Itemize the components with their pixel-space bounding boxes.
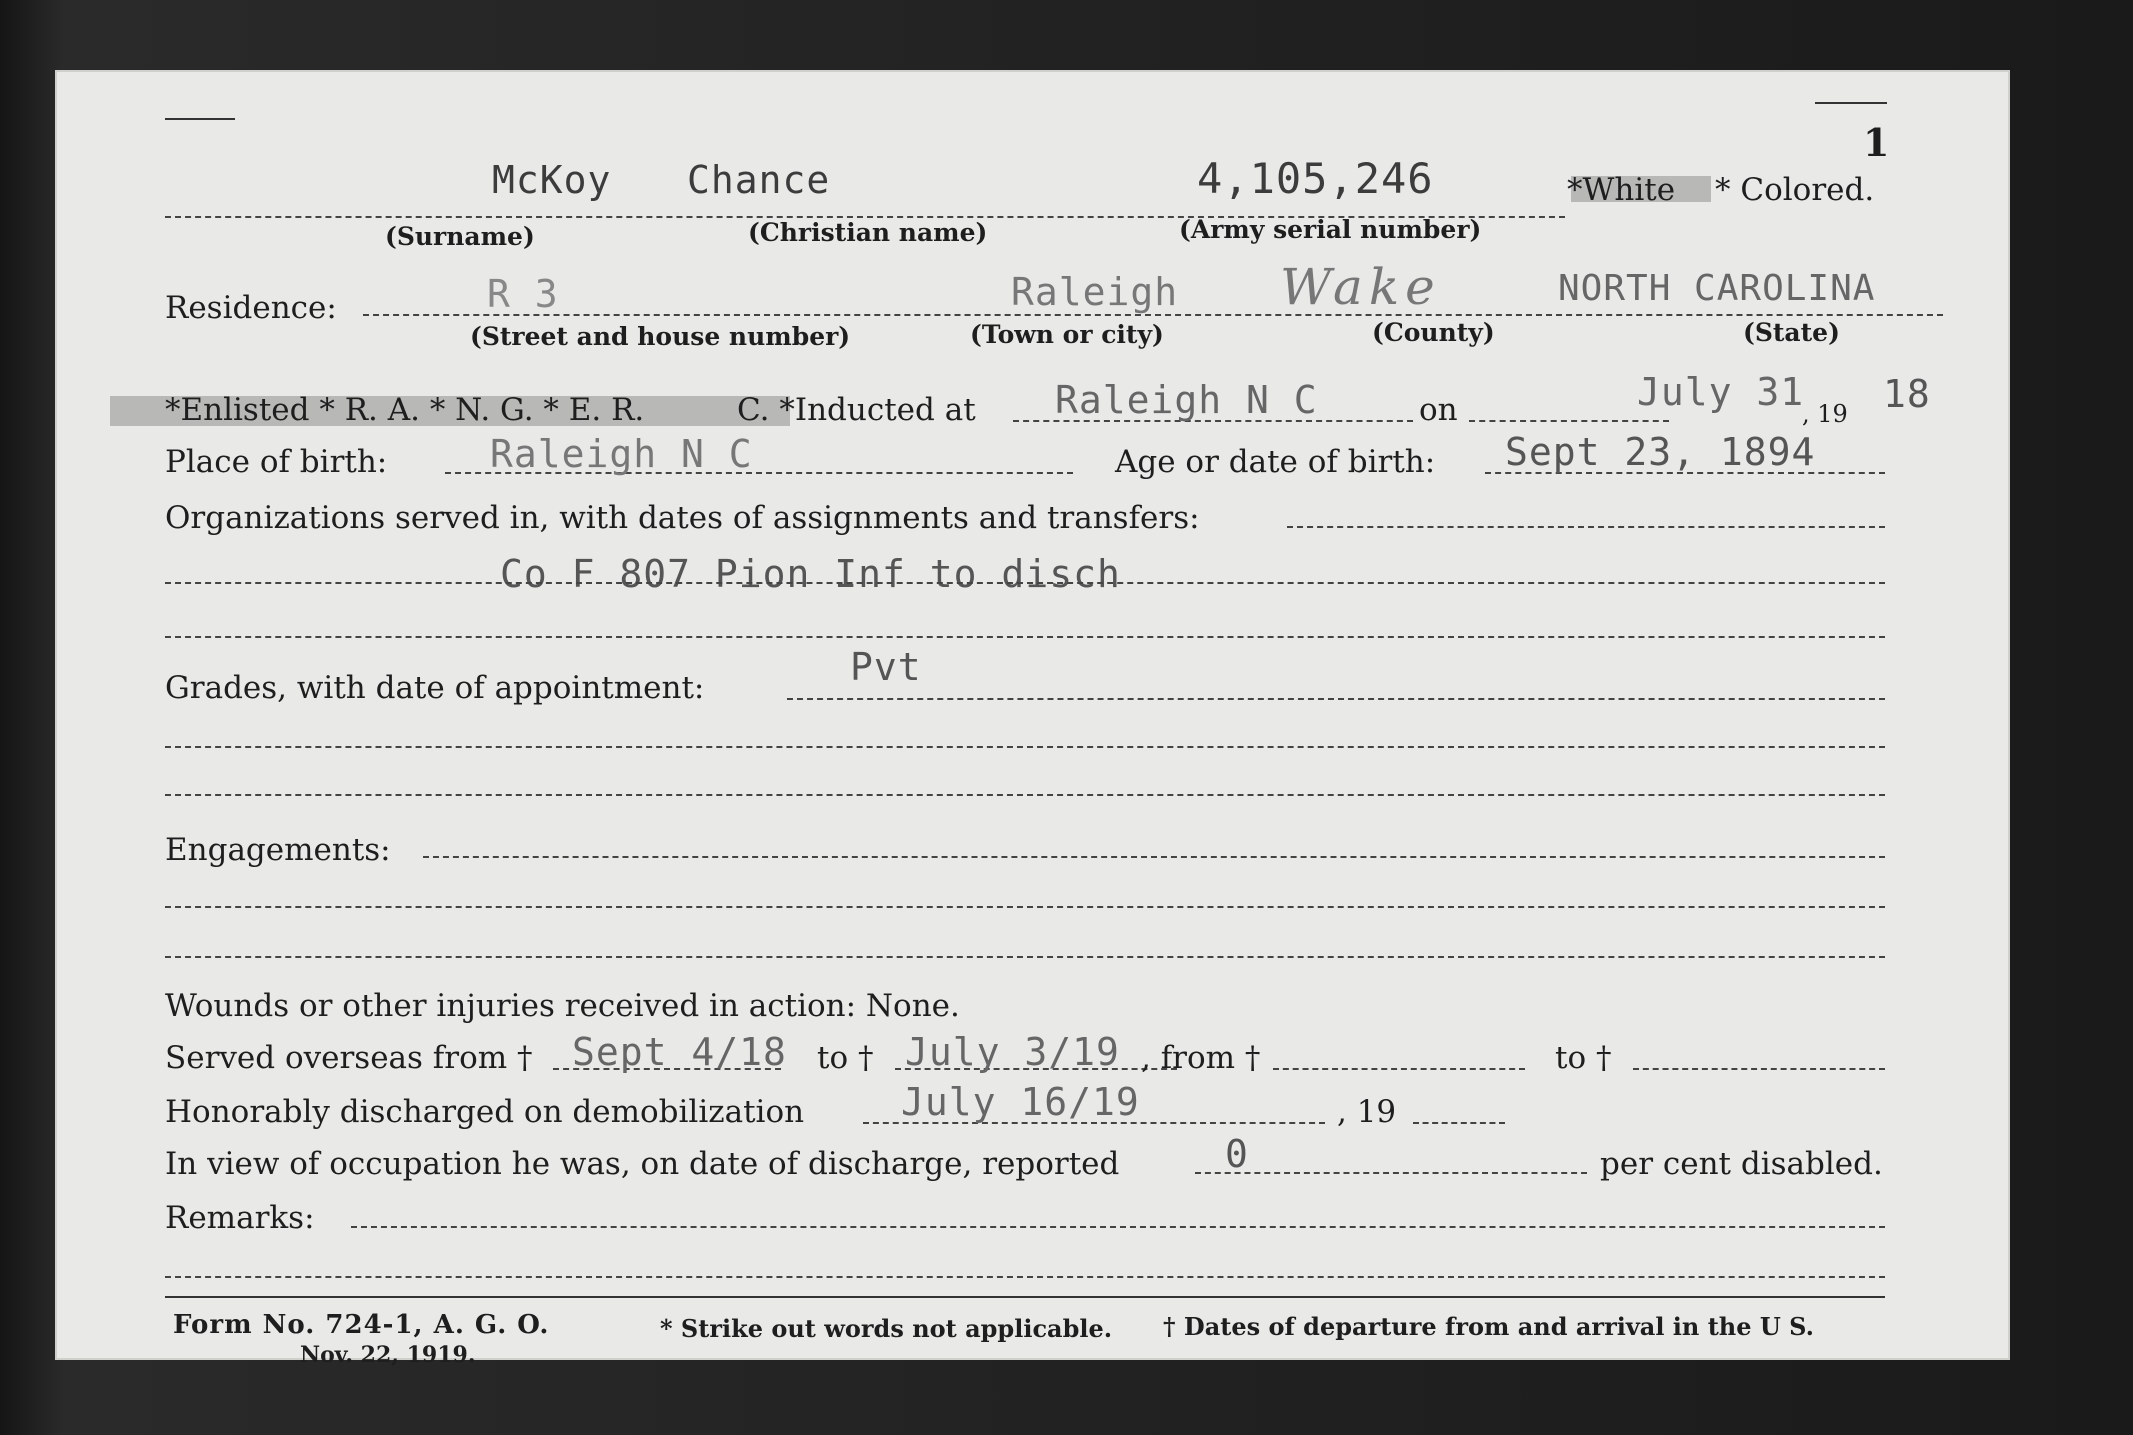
organizations-line-3 <box>165 636 1885 638</box>
disability-label: In view of occupation he was, on date of discharge, reported <box>165 1146 1120 1182</box>
county-caption: (County) <box>1372 318 1495 347</box>
top-right-rule <box>1815 102 1887 104</box>
residence-line <box>363 314 1943 316</box>
discharge-year-line <box>1413 1122 1505 1124</box>
county-value: Wake <box>1280 258 1441 316</box>
overseas-to2-line <box>1633 1068 1885 1070</box>
overseas-to-value: July 3/19 <box>905 1030 1120 1074</box>
overseas-from2-label: , from † <box>1141 1040 1261 1076</box>
christian-name-value: Chance <box>687 158 831 202</box>
organizations-label: Organizations served in, with dates of assignments and transfers: <box>165 500 1200 536</box>
grades-line-3 <box>165 794 1885 796</box>
form-number: Form No. 724-1, A. G. O. <box>173 1310 550 1340</box>
disability-value: 0 <box>1225 1132 1249 1176</box>
place-of-birth-value: Raleigh N C <box>490 432 753 476</box>
engagements-line-3 <box>165 956 1885 958</box>
state-caption: (State) <box>1743 318 1840 347</box>
place-of-birth-label: Place of birth: <box>165 444 388 480</box>
grades-line-1 <box>787 698 1885 700</box>
inducted-at-label: C. *Inducted at <box>737 392 976 428</box>
discharge-label: Honorably discharged on demobilization <box>165 1094 805 1130</box>
street-value: R 3 <box>487 272 559 316</box>
year-prefix: , 19 <box>1802 400 1848 428</box>
race-white-label: *White <box>1567 172 1676 208</box>
form-date: Nov. 22, 1919. <box>300 1342 476 1368</box>
remarks-line-2 <box>165 1276 1885 1278</box>
grades-value: Pvt <box>850 645 922 689</box>
disability-suffix: per cent disabled. <box>1600 1146 1883 1182</box>
footer-rule <box>165 1296 1885 1298</box>
top-left-rule <box>165 118 235 120</box>
organizations-line-1 <box>1287 526 1885 528</box>
surname-caption: (Surname) <box>385 222 535 251</box>
service-record-card <box>55 70 2010 1368</box>
discharge-date-value: July 16/19 <box>901 1080 1140 1124</box>
serial-number-caption: (Army serial number) <box>1179 215 1482 244</box>
on-label: on <box>1419 392 1458 428</box>
overseas-from-label: Served overseas from † <box>165 1040 533 1076</box>
serial-number-value: 4,105,246 <box>1197 154 1434 203</box>
grades-line-2 <box>165 746 1885 748</box>
inducted-place-value: Raleigh N C <box>1055 378 1318 422</box>
strike-note: * Strike out words not applicable. <box>660 1314 1113 1343</box>
engagements-label: Engagements: <box>165 832 391 868</box>
inducted-year-value: 18 <box>1883 372 1931 416</box>
surname-value: McKoy <box>492 158 612 202</box>
organizations-line-2 <box>165 582 1885 584</box>
remarks-label: Remarks: <box>165 1200 315 1236</box>
town-value: Raleigh <box>1011 270 1179 314</box>
overseas-from2-line <box>1273 1068 1525 1070</box>
enlistment-options: *Enlisted * R. A. * N. G. * E. R. <box>165 392 645 428</box>
inducted-date-line <box>1469 420 1669 422</box>
inducted-date-value: July 31 <box>1637 370 1805 414</box>
wounds-label: Wounds or other injuries received in action: None. <box>165 988 960 1024</box>
street-caption: (Street and house number) <box>470 322 851 351</box>
disability-line <box>1195 1172 1587 1174</box>
dates-note: † Dates of departure from and arrival in the U S. <box>1163 1312 1814 1341</box>
organizations-value: Co F 807 Pion Inf to disch <box>500 552 1121 596</box>
overseas-to-label: to † <box>817 1040 874 1076</box>
engagements-line-2 <box>165 906 1885 908</box>
page-number: 1 <box>1863 120 1890 165</box>
birth-date-value: Sept 23, 1894 <box>1505 430 1816 474</box>
christian-name-caption: (Christian name) <box>748 218 988 247</box>
race-colored-label: * Colored. <box>1715 172 1875 208</box>
age-label: Age or date of birth: <box>1115 444 1436 480</box>
overseas-from-value: Sept 4/18 <box>572 1030 787 1074</box>
overseas-to2-label: to † <box>1555 1040 1612 1076</box>
remarks-line-1 <box>351 1226 1885 1228</box>
town-caption: (Town or city) <box>970 320 1164 349</box>
engagements-line-1 <box>423 856 1885 858</box>
discharge-year-label: , 19 <box>1337 1094 1397 1130</box>
state-value: NORTH CAROLINA <box>1558 268 1876 309</box>
residence-label: Residence: <box>165 290 337 326</box>
grades-label: Grades, with date of appointment: <box>165 670 705 706</box>
